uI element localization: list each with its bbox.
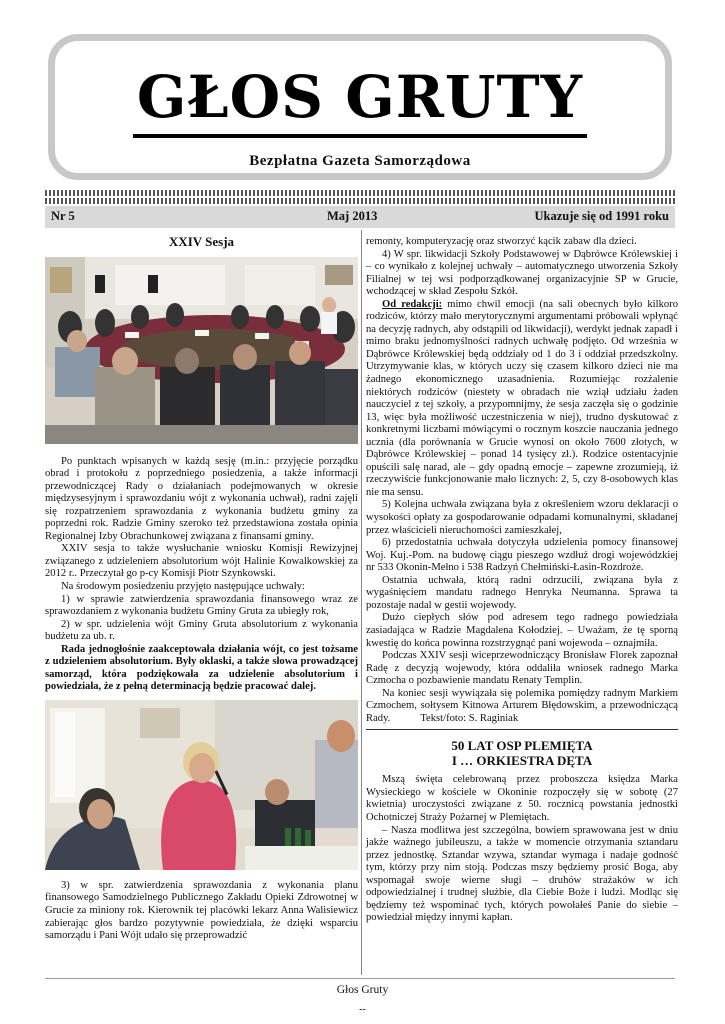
paragraph: 2) w spr. udzielenia wójt Gminy Gruta absolutorium z wykonania budżetu za ub. r. (45, 618, 358, 643)
photo-credit: Tekst/foto: S. Raginiak (420, 712, 519, 724)
right-column (366, 236, 678, 925)
paragraph: Na środowym posiedzeniu przyjęto następujące uchwały: (61, 581, 305, 593)
masthead (48, 34, 672, 180)
paragraph: 1) w sprawie zatwierdzenia sprawozdania finansowego wraz ze sprawozdaniem z wykonania budżetu Gminy Gruta za ubiegły rok, (45, 593, 358, 618)
paragraph: 6) przedostatnia uchwała dotyczyła udzielenia pomocy finansowej Woj. Kuj.-Pom. na budowę ciągu pieszego wzdłuż drogi wojewódzkiej nr 533 Okonin-Mełno i 538 Radzyń Chełmiński-Łasin-Rozdroże. (366, 537, 678, 574)
newspaper-subtitle: Bezpłatna Gazeta Samorządowa (249, 153, 471, 169)
paragraph: Na koniec sesji wywiązała się polemika pomiędzy radnym Markiem Czmochem, sołtysem Kitnowa Arturem Błędowskim, a przewodniczącą Rady. Tekst/foto: S. Raginiak (366, 687, 678, 724)
paragraph: 3) w spr. zatwierdzenia sprawozdania z wykonania planu finansowego Samodzielnego Publicznego Zakładu Opieki Zdrowotnej w Grucie za miniony rok. Kierownik tej placówki lekarz Anna Walisiewicz zabierając głos bardzo pozytywnie powiedziała, że dzięki wsparciu samorządu i Pani Wójt udało się przeprowadzić (45, 879, 358, 942)
article2-title-line2: I … ORKIESTRA DĘTA (451, 753, 593, 769)
article2-title-line1: 50 LAT OSP PLEMIĘTA (451, 738, 593, 754)
editorial-label: Od redakcji: (382, 298, 443, 310)
footer-title: Głos Gruty (336, 984, 389, 996)
issue-since: Ukazuje się od 1991 roku (534, 209, 669, 223)
article-heading: XXIV Sesja (168, 234, 235, 249)
issue-info-bar (45, 206, 675, 228)
editorial-note (366, 299, 678, 500)
paragraph: remonty, komputeryzację oraz stworzyć kącik zabaw dla dzieci. (366, 236, 637, 247)
editorial-text: mimo chwil emocji (na sali obecnych było kilkoro rodziców, którzy mało merytorycznymi argumentami próbowali wpłynąć na decyzję radnych, aby odstąpili od likwidacji), werdykt jednak zapadł i mimo braku jednomyślności radnych uchwałę podjęto. Od września w Dąbrówce Królewskiej będą oddziały od 1 do 3 i oddział przedszkolny. Utrzymywanie klas, w których uczy się czasem kilkoro dzieci nie ma żadnego ekonomicznego uzasadnienia. Rozumiejąc rozżalenie niektórych rodziców (niestety w obradach nie wziął udziału żaden nauczyciel z tej szkoły, a przypomnijmy, że sesja zaczęła się o godzinie 13, więc była możliwość uczestniczenia w niej), trudno dyskutować z konkretnymi liczbami mówiącymi o rocznym koszcie nauczania jednego ucznia (dla porównania w Grucie wynosi on około 7600 złotych, w Dąbrówce Królewskiej – ponad 14 tysięcy zł.). Rodzice ostentacyjnie opuścili salę narad, ale – gdy opadną emocje – zapewne zrozumieją, iż rzeczywiście funkcjonowanie mało licznych: 2, 5, czy 8-osobowych klas nie ma sensu. (366, 298, 678, 498)
footer-divider (45, 978, 675, 979)
hatched-divider-top (45, 190, 675, 196)
paragraph: Mszą święta celebrowaną przez proboszcza księdza Marka Wysieckiego w kościele w Okoninie rozpoczęły się w sobotę (27 kwietnia) uroczystości związane z 50. rocznicą powstania jednostki Ochotniczej Straży Pożarnej w Plemiętach. (366, 774, 678, 823)
paragraph: Ostatnia uchwała, którą radni odrzucili, związana była z wygaśnięciem mandatu radnego Henryka Neumanna. Sprawa ta pozostaje nadal w gestii wojewody. (366, 574, 678, 611)
paragraph: 5) Kolejna uchwała związana była z określeniem wzoru deklaracji o wysokości opłaty za gospodarowanie odpadami komunalnymi, składanej przez właścicieli nieruchomości zamieszkałej, (366, 499, 678, 536)
paragraph: Po punktach wpisanych w każdą sesję (m.in.: przyjęcie porządku obrad i protokołu z poprzedniego posiedzenia, a także informacji przewodniczącej Rady o działaniach podejmowanych w okresie międzysesyjnym i sprawozdaniu wójt z wykonania uchwał), radni zajęli się rozpatrzeniem sprawozdania z wykonania budżetu gminy za poprzedni rok. Radzie Gminy szeroko też przedstawiona została opinia Regionalnej Izby Obrachunkowej związana z finansami gminy. (45, 455, 358, 542)
paragraph: Dużo ciepłych słów pod adresem tego radnego powiedziała zasiadająca w Radzie Magdalena Kołodziej. – Uważam, że tę sporną kwestię do końca powinna rozstrzygnąć pani wojewoda – oznajmiła. (366, 612, 678, 649)
paragraph: XXIV sesja to także wysłuchanie wniosku Komisji Rewizyjnej związanego z udzieleniem absolutorium wójt Halinie Kowalkowskiej za 2012 r.. Przeczytał go p-cy Komisji Piotr Szynkowski. (45, 543, 358, 580)
paragraph: – Nasza modlitwa jest szczególna, bowiem sprawowana jest w dniu jakże ważnego jubileuszu, a także w momencie otrzymania sztandaru przez jednostkę. Sztandar wzywa, sztandar wymaga i nadaje godność tym, którzy przy nim stoją. Podczas mszy będziemy prosić Boga, aby wspomagał swoje wierne sługi – druhów strażaków w ich odpowiedzialnej i trudnej służbie, dla Ciebie Boże i ludzi. Modląc się będziemy też wspominać tych, których powołałeś Panie do siebie – powiedział między innymi kapłan. (366, 824, 678, 924)
paragraph: Podczas XXIV sesji wiceprzewodniczący Bronisław Florek zapoznał Radę z decyzją wojewody, która oddaliła wniosek radnego Marka Czmocha o pozbawienie mandatu Renaty Templin. (366, 650, 678, 687)
section-divider (366, 729, 678, 730)
doctor-speaking-photo (45, 700, 358, 870)
session-photo (45, 257, 358, 444)
page-number: -- (359, 1004, 366, 1015)
issue-number: Nr 5 (51, 209, 75, 223)
newspaper-title: GŁOS GRUTY (136, 63, 584, 131)
issue-date: Maj 2013 (327, 209, 378, 223)
bold-paragraph: Rada jednogłośnie zaakceptowała działania wójt, co jest tożsame z udzieleniem absolutorium. Były oklaski, a także słowa prowadzącej samorząd, która podziękowała za udzielenie absolutorium i powiedziała, że z pełną determinacją będzie pracować dalej. (45, 643, 358, 693)
column-divider (361, 230, 362, 975)
title-underline (133, 134, 587, 138)
left-column (45, 230, 358, 943)
paragraph: 4) W spr. likwidacji Szkoły Podstawowej w Dąbrówce Królewskiej i – co wynikało z kolejnej uchwały – automatycznego utworzenia Szkoły Filialnej w tej wsi podporządkowanej organizacyjnie SP w Grucie, wchodzącej w skład Zespołu Szkół. (366, 248, 678, 298)
hatched-divider-bottom (45, 198, 675, 204)
